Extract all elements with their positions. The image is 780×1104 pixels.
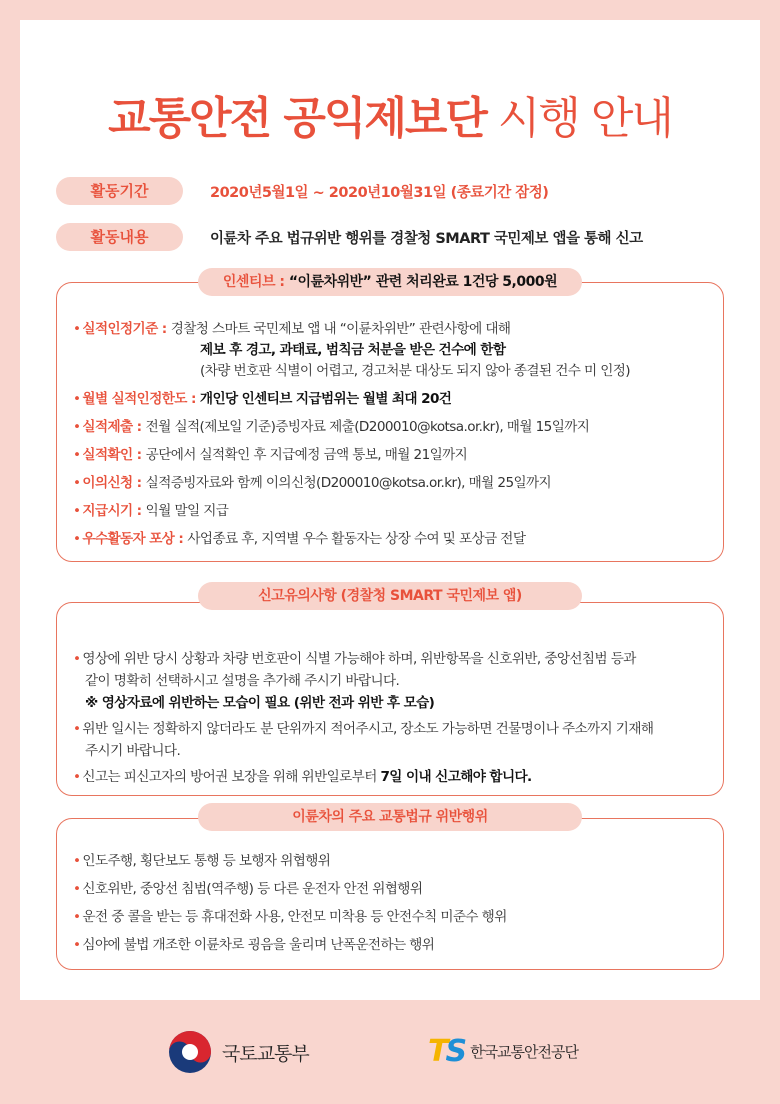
ts-logo-icon: TS <box>428 1034 465 1069</box>
list-item: • 심야에 불법 개조한 이륜차로 굉음을 울리며 난폭운전하는 행위 <box>73 937 435 953</box>
list-item-continuation: 같이 명확히 선택하시고 설명을 추가해 주시기 바랍니다. <box>85 673 400 689</box>
list-item-continuation: (차량 번호판 식별이 어렵고, 경고처분 대상도 되지 않아 종결된 건수 미 인정) <box>200 363 631 379</box>
agency-name: 한국교통안전공단 <box>470 1043 578 1061</box>
caution-tag: 신고유의사항 (경찰청 SMART 국민제보 앱) <box>198 582 582 610</box>
taegeuk-emblem-icon <box>168 1030 212 1074</box>
title-bold: 교통안전 공익제보단 <box>108 93 486 144</box>
list-item: • 이의신청 : 실적증빙자료와 함께 이의신청(D200010@kotsa.or.kr), 매월 25일까지 <box>73 475 552 491</box>
agency-logo <box>428 1034 578 1069</box>
period-label: 활동기간 <box>56 177 183 205</box>
ministry-logo <box>168 1030 309 1074</box>
list-item: • 위반 일시는 정확하지 않더라도 분 단위까지 적어주시고, 장소도 가능하면 건물명이나 주소까지 기재해 <box>73 721 654 737</box>
content-label: 활동내용 <box>56 223 183 251</box>
ministry-name: 국토교통부 <box>222 1042 309 1065</box>
list-item: • 우수활동자 포상 : 사업종료 후, 지역별 우수 활동자는 상장 수여 및 포상금 전달 <box>73 531 526 547</box>
list-item-continuation: 제보 후 경고, 과태료, 범칙금 처분을 받은 건수에 한함 <box>200 342 506 358</box>
incentive-tag: 인센티브 : “이륜차위반” 관련 처리완료 1건당 5,000원 <box>198 268 582 296</box>
content-row <box>56 222 643 252</box>
list-item: • 인도주행, 횡단보도 통행 등 보행자 위협행위 <box>73 853 331 869</box>
period-value: 2020년5월1일 ~ 2020년10월31일 (종료기간 잠정) <box>210 184 549 201</box>
period-row <box>56 176 548 206</box>
list-item: • 실적확인 : 공단에서 실적확인 후 지급예정 금액 통보, 매월 21일까지 <box>73 447 468 463</box>
content-value: 이륜차 주요 법규위반 행위를 경찰청 SMART 국민제보 앱을 통해 신고 <box>210 230 643 247</box>
list-item: • 지급시기 : 익월 말일 지급 <box>73 503 229 519</box>
caution-box <box>56 602 724 796</box>
title-light: 시행 안내 <box>497 93 672 144</box>
page-title <box>20 82 760 146</box>
notice-sheet <box>20 20 760 1000</box>
list-item: • 실적제출 : 전월 실적(제보일 기준)증빙자료 제출(D200010@kotsa.or.kr), 매월 15일까지 <box>73 419 590 435</box>
violations-box <box>56 818 724 970</box>
list-item: • 영상에 위반 당시 상황과 차량 번호판이 식별 가능해야 하며, 위반항목을 신호위반, 중앙선침범 등과 <box>73 651 636 667</box>
violations-tag: 이륜차의 주요 교통법규 위반행위 <box>198 803 582 831</box>
list-item: • 실적인정기준 : 경찰청 스마트 국민제보 앱 내 “이륜차위반” 관련사항에 대해 <box>73 321 511 337</box>
list-item: • 신고는 피신고자의 방어권 보장을 위해 위반일로부터 7일 이내 신고해야 합니다. <box>73 769 532 785</box>
list-item: • 신호위반, 중앙선 침범(역주행) 등 다른 운전자 안전 위협행위 <box>73 881 423 897</box>
list-item-continuation: 주시기 바랍니다. <box>85 743 181 759</box>
incentive-box <box>56 282 724 562</box>
list-item: • 운전 중 콜을 받는 등 휴대전화 사용, 안전모 미착용 등 안전수칙 미준수 행위 <box>73 909 507 925</box>
list-item-note: ※ 영상자료에 위반하는 모습이 필요 (위반 전과 위반 후 모습) <box>85 695 435 711</box>
list-item: • 월별 실적인정한도 : 개인당 인센티브 지급범위는 월별 최대 20건 <box>73 391 452 407</box>
